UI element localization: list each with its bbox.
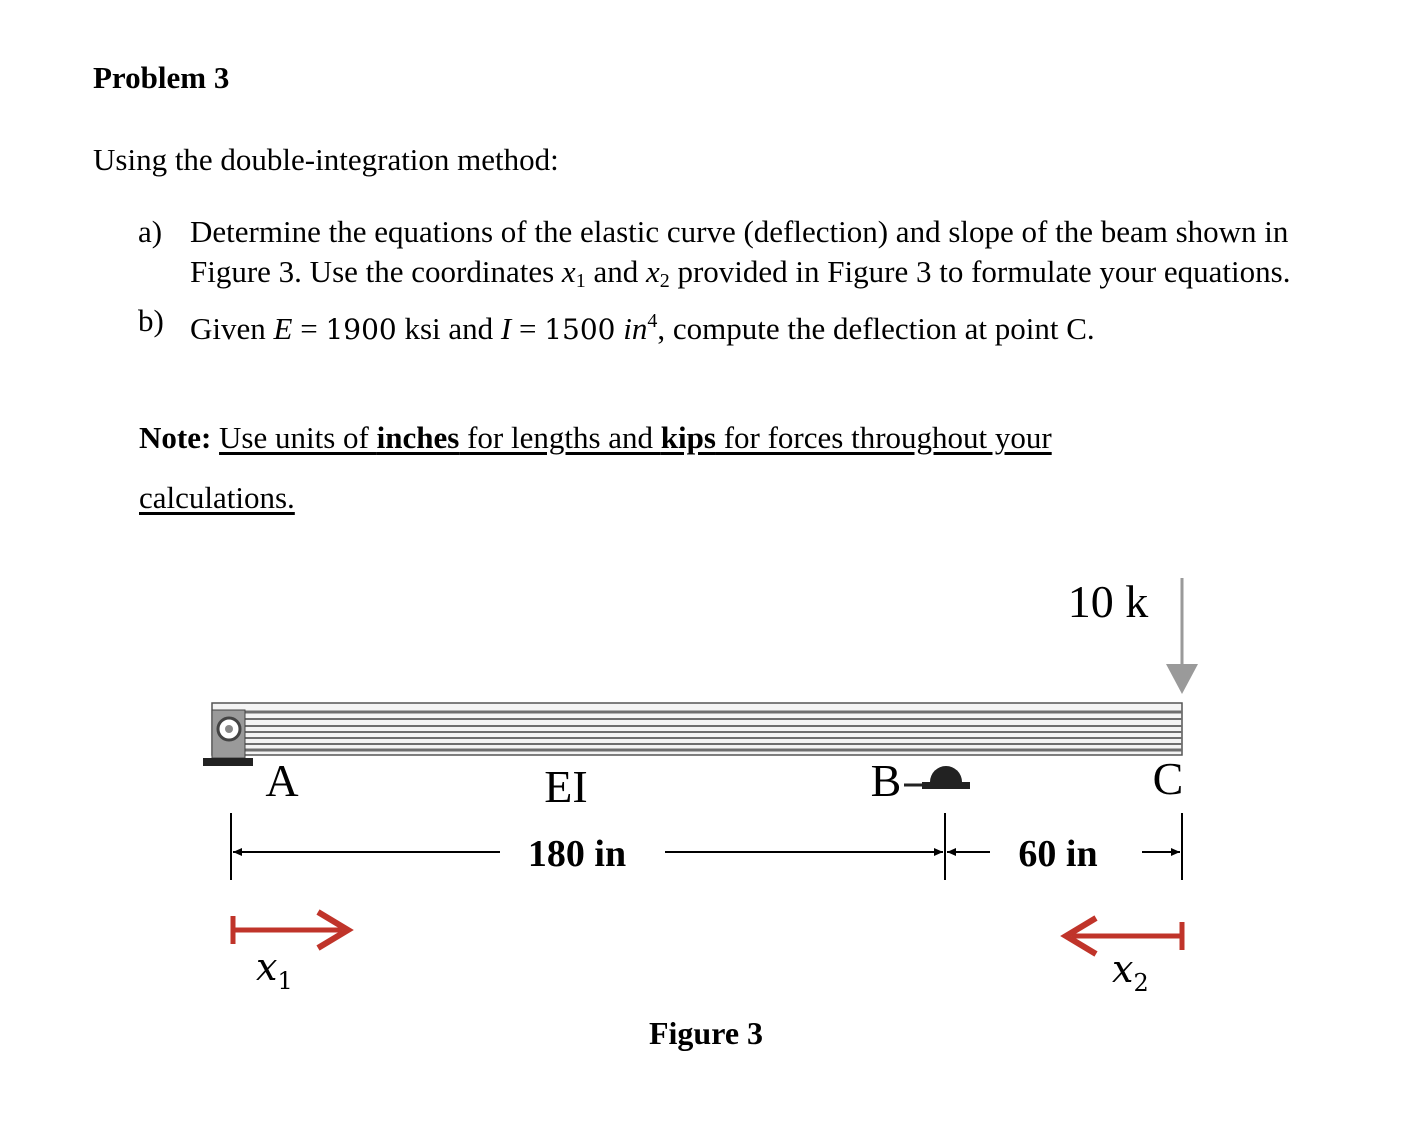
figure-caption: Figure 3 [648, 1015, 764, 1051]
task-a-text-3: provided in Figure 3 to formulate your equations. [669, 254, 1291, 289]
note-label: Note: [139, 420, 212, 455]
x1-arrow [233, 912, 348, 948]
ei-label: EI [544, 761, 588, 812]
problem-title: Problem 3 [93, 60, 230, 95]
task-item-b: b) Given E = 1900 ksi and I = 1500 $in^4$, compute the deflection at point C. [138, 303, 1095, 346]
span-bc-label: 60 in [1018, 833, 1098, 875]
problem-intro: Using the double-integration method: [93, 142, 559, 177]
unit-exponent: 4 [647, 310, 658, 332]
task-b-text-1: Given [190, 311, 274, 346]
task-a-text-1: Determine the equations of the elastic curve (deflection) and slope of the beam shown in Figure 3. Use the coordinates [190, 214, 1289, 289]
note-text: Use units of inches for lengths and kips for forces throughout your calculations. [139, 420, 1052, 515]
beam [212, 703, 1182, 755]
load-arrow [1166, 578, 1198, 694]
pin-support-a [203, 710, 253, 766]
note [139, 408, 1199, 528]
value-i: 1500 [544, 313, 616, 346]
task-marker-a: a) [138, 214, 163, 249]
point-c-label: C [1152, 753, 1184, 804]
roller-support-b [922, 766, 970, 789]
symbol-i: I [500, 311, 512, 346]
task-list [138, 212, 1318, 350]
symbol-e: E [273, 311, 293, 346]
load-label: 10 k [1067, 576, 1149, 627]
point-a-label: A [265, 755, 299, 806]
beam-figure [0, 560, 1424, 1120]
task-item-a [138, 212, 1318, 301]
task-b-text-2: ksi and [396, 311, 501, 346]
coord-x2: $x_2$ [645, 254, 670, 292]
task-marker-b: b) [138, 303, 164, 338]
span-ab-label: 180 in [527, 833, 627, 875]
task-a-text-2: and [585, 254, 646, 289]
x2-label: $x_2$ [1112, 947, 1149, 997]
coord-x1: $x_1$ [561, 254, 586, 292]
value-e: 1900 [325, 313, 397, 346]
x1-label: $x_1$ [256, 945, 293, 995]
task-b-text-3: , compute the deflection at point C. [657, 311, 1095, 346]
point-b-label: B [870, 755, 902, 806]
unit-in: in [623, 311, 648, 346]
